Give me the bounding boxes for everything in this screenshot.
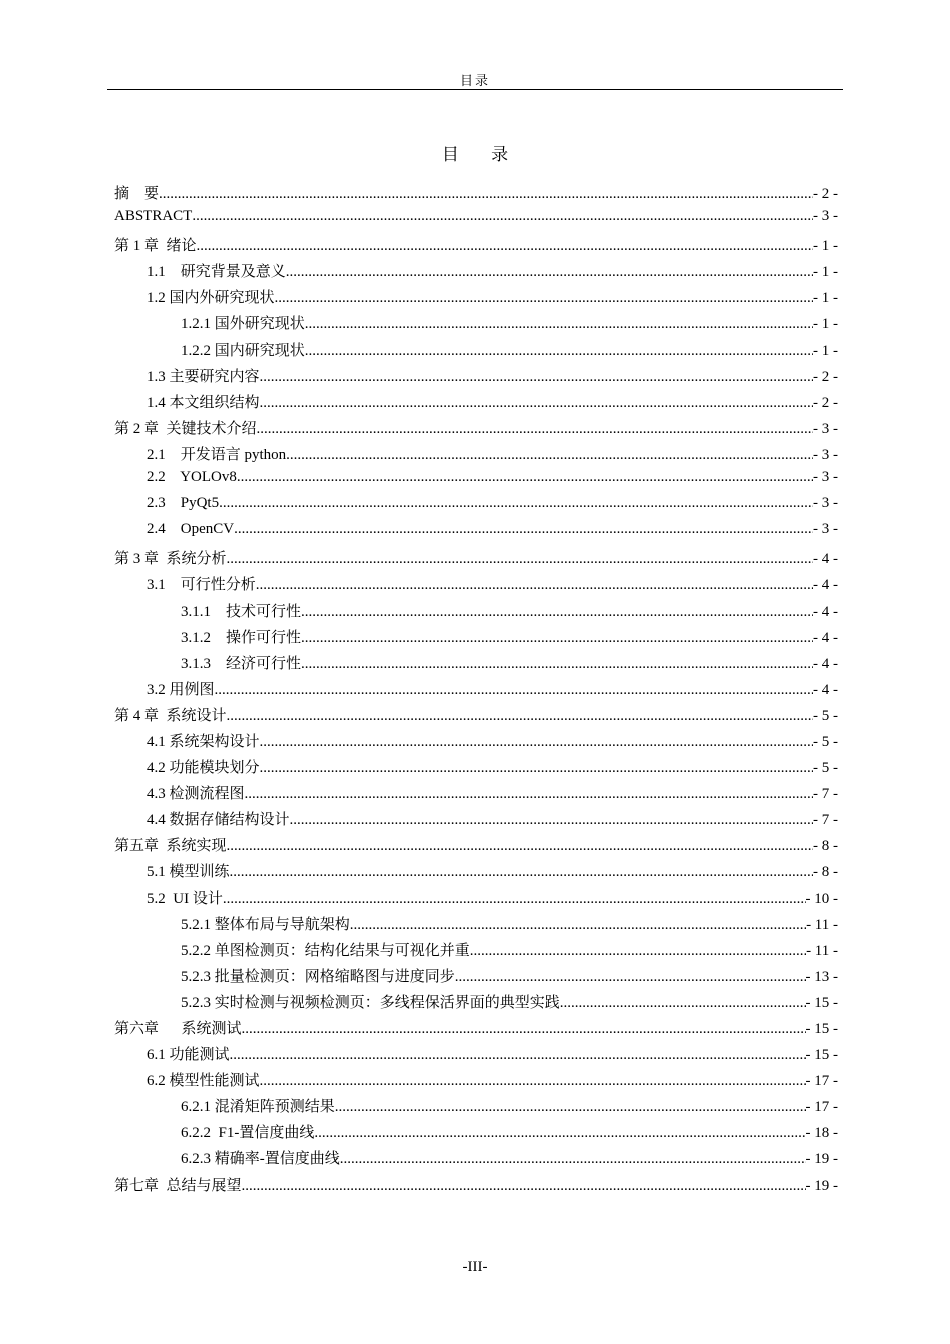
toc-entry[interactable] (114, 1147, 838, 1173)
toc-entry-label: 5.2 UI 设计 (147, 890, 223, 907)
toc-dot-leader (242, 1178, 806, 1195)
toc-dot-leader (260, 369, 813, 386)
toc-entry[interactable] (114, 1095, 838, 1121)
toc-dot-leader (340, 1151, 806, 1168)
toc-dot-leader (455, 969, 806, 986)
toc-entry[interactable] (114, 573, 838, 599)
toc-entry-label: 1.2 国内外研究现状 (147, 290, 275, 307)
toc-entry[interactable] (114, 913, 838, 939)
toc-entry-label: 5.2.3 批量检测页：网格缩略图与进度同步 (181, 968, 455, 985)
toc-dot-leader (301, 604, 813, 621)
toc-entry-page: - 3 - (813, 495, 838, 512)
toc-dot-leader (227, 551, 813, 568)
toc-entry-label: 4.2 功能模块划分 (147, 760, 260, 777)
toc-dot-leader (230, 864, 813, 881)
toc-entry-page: - 4 - (813, 655, 838, 672)
toc-dot-leader (560, 995, 806, 1012)
toc-entry-page: - 4 - (813, 629, 838, 646)
toc-entry-page: - 4 - (813, 551, 838, 568)
toc-entry-label: 4.4 数据存储结构设计 (147, 812, 290, 829)
toc-entry[interactable] (114, 1174, 838, 1200)
toc-dot-leader (245, 786, 813, 803)
page-number: -III- (462, 1259, 488, 1275)
toc-entry-page: - 18 - (805, 1125, 838, 1142)
toc-entry[interactable] (114, 417, 838, 443)
toc-entry-label: 第五章 系统实现 (114, 838, 227, 855)
toc-entry-label: 3.1.3 经济可行性 (181, 655, 302, 672)
toc-dot-leader (192, 208, 813, 225)
toc-entry[interactable] (114, 1017, 838, 1043)
toc-entry[interactable] (114, 469, 838, 495)
toc-entry-page: - 19 - (805, 1177, 838, 1194)
toc-entry-label: 第六章 系统测试 (114, 1021, 242, 1037)
toc-entry[interactable] (114, 312, 838, 338)
toc-dot-leader (335, 1099, 806, 1116)
toc-dot-leader (290, 812, 813, 829)
toc-dot-leader (275, 290, 813, 307)
toc-entry-label: 2.2 YOLOv8 (147, 469, 237, 486)
toc-entry[interactable] (114, 339, 838, 365)
toc-entry-label: 1.1 研究背景及意义 (147, 264, 286, 281)
toc-entry[interactable] (114, 208, 838, 234)
toc-entry-page: - 11 - (806, 916, 838, 933)
toc-entry-label: 摘 要 (114, 186, 160, 202)
toc-entry[interactable] (114, 991, 838, 1017)
toc-entry-label: 2.3 PyQt5 (147, 495, 220, 512)
toc-entry-label: 3.1.1 技术可行性 (181, 603, 302, 620)
toc-entry-label: 1.2.1 国外研究现状 (181, 316, 305, 333)
toc-dot-leader (227, 838, 813, 855)
toc-entry-page: - 15 - (805, 1047, 838, 1064)
toc-entry-label: 5.2.1 整体布局与导航架构 (181, 916, 350, 933)
toc-entry[interactable] (114, 730, 838, 756)
toc-title: 目 录 (441, 145, 523, 164)
toc-dot-leader (223, 891, 806, 908)
header-rule (107, 89, 843, 90)
toc-dot-leader (260, 1073, 806, 1090)
toc-dot-leader (215, 682, 813, 699)
toc-dot-leader (257, 421, 813, 438)
toc-entry-page: - 11 - (806, 942, 838, 959)
toc-entry-label: ABSTRACT (114, 208, 193, 225)
toc-entry[interactable] (114, 626, 838, 652)
toc-entry-page: - 1 - (813, 264, 838, 281)
toc-entry[interactable] (114, 182, 838, 208)
toc-entry-page: - 15 - (805, 994, 838, 1011)
toc-entry-label: 5.2.2 单图检测页：结构化结果与可视化并重 (181, 942, 470, 959)
toc-entry[interactable] (114, 260, 838, 286)
toc-entry-page: - 3 - (813, 420, 838, 437)
toc-dot-leader (197, 238, 813, 255)
toc-entry-label: 4.3 检测流程图 (147, 786, 245, 803)
toc-entry[interactable] (114, 1069, 838, 1095)
toc-entry-page: - 1 - (813, 238, 838, 255)
toc-entry-label: 第 2 章 关键技术介绍 (114, 420, 257, 437)
toc-entry-label: 1.3 主要研究内容 (147, 368, 260, 385)
toc-dot-leader (286, 447, 813, 464)
toc-entry[interactable] (114, 860, 838, 886)
toc-entry[interactable] (114, 887, 838, 913)
toc-dot-leader (260, 734, 813, 751)
toc-entry-label: 1.4 本文组织结构 (147, 394, 260, 411)
toc-entry-label: 5.2.3 实时检测与视频检测页：多线程保活界面的典型实践 (181, 994, 560, 1011)
toc-entry[interactable] (114, 443, 838, 469)
toc-entry-label: 6.1 功能测试 (147, 1047, 230, 1064)
running-header: 目录 (459, 73, 490, 88)
toc-entry[interactable] (114, 286, 838, 312)
toc-dot-leader (260, 395, 813, 412)
toc-entry-label: 第 3 章 系统分析 (114, 551, 227, 568)
toc-dot-leader (234, 521, 813, 538)
toc-dot-leader (159, 186, 813, 203)
toc-entry-label: 第 4 章 系统设计 (114, 707, 227, 724)
toc-entry[interactable] (114, 1121, 838, 1147)
toc-entry-page: - 4 - (813, 681, 838, 698)
toc-entry-page: - 7 - (813, 786, 838, 803)
toc-entry[interactable] (114, 365, 838, 391)
toc-entry[interactable] (114, 678, 838, 704)
toc-entry-label: 5.1 模型训练 (147, 864, 230, 881)
toc-entry-label: 6.2.2 F1-置信度曲线 (181, 1125, 315, 1142)
toc-dot-leader (237, 469, 813, 486)
toc-dot-leader (286, 264, 813, 281)
toc-entry[interactable] (114, 234, 838, 260)
toc-entry-page: - 1 - (813, 316, 838, 333)
toc-entry-label: 2.1 开发语言 python (147, 446, 287, 463)
toc-entry-page: - 3 - (813, 446, 838, 463)
toc-entry[interactable] (114, 652, 838, 678)
toc-dot-leader (242, 1021, 806, 1038)
toc-entry-page: - 5 - (813, 760, 838, 777)
toc-entry[interactable] (114, 495, 838, 521)
toc-entry-page: - 2 - (813, 394, 838, 411)
toc-entry[interactable] (114, 756, 838, 782)
toc-entry[interactable] (114, 521, 838, 547)
toc-entry-page: - 15 - (805, 1021, 838, 1037)
toc-dot-leader (260, 760, 813, 777)
toc-dot-leader (314, 1125, 805, 1142)
toc-entry-page: - 4 - (813, 603, 838, 620)
toc-entry[interactable] (114, 704, 838, 730)
toc-dot-leader (470, 943, 806, 960)
toc-entry[interactable] (114, 1043, 838, 1069)
toc-dot-leader (350, 917, 806, 934)
toc-entry[interactable] (114, 965, 838, 991)
toc-entry[interactable] (114, 834, 838, 860)
toc-entry-label: 3.2 用例图 (147, 681, 215, 698)
toc-entry-page: - 5 - (813, 733, 838, 750)
toc-entry-label: 4.1 系统架构设计 (147, 733, 260, 750)
toc-entry-label: 6.2 模型性能测试 (147, 1073, 260, 1090)
toc-entry[interactable] (114, 547, 838, 573)
toc-entry-page: - 10 - (805, 890, 838, 907)
table-of-contents (114, 182, 838, 1200)
toc-entry-label: 2.4 OpenCV (147, 521, 235, 538)
toc-entry-page: - 17 - (805, 1099, 838, 1116)
toc-dot-leader (219, 495, 813, 512)
toc-entry-label: 6.2.1 混淆矩阵预测结果 (181, 1099, 335, 1116)
toc-entry-page: - 1 - (813, 290, 838, 307)
toc-entry-page: - 2 - (813, 186, 838, 202)
toc-entry-page: - 4 - (813, 577, 838, 594)
toc-entry[interactable] (114, 391, 838, 417)
toc-entry-page: - 3 - (813, 208, 838, 225)
toc-dot-leader (301, 656, 813, 673)
toc-dot-leader (301, 630, 813, 647)
toc-entry-label: 第七章 总结与展望 (114, 1177, 242, 1194)
toc-entry-label: 3.1.2 操作可行性 (181, 629, 302, 646)
toc-entry-page: - 17 - (805, 1073, 838, 1090)
toc-entry-label: 1.2.2 国内研究现状 (181, 342, 305, 359)
toc-entry-page: - 5 - (813, 707, 838, 724)
toc-entry[interactable] (114, 782, 838, 808)
toc-entry-label: 第 1 章 绪论 (114, 238, 197, 255)
toc-entry[interactable] (114, 600, 838, 626)
toc-dot-leader (227, 708, 813, 725)
toc-dot-leader (256, 577, 813, 594)
toc-entry-page: - 7 - (813, 812, 838, 829)
toc-entry-page: - 2 - (813, 368, 838, 385)
toc-entry-page: - 19 - (805, 1151, 838, 1168)
toc-entry-page: - 13 - (805, 968, 838, 985)
toc-entry-label: 6.2.3 精确率-置信度曲线 (181, 1151, 340, 1168)
toc-entry-page: - 1 - (813, 342, 838, 359)
toc-dot-leader (305, 316, 813, 333)
toc-dot-leader (230, 1047, 806, 1064)
toc-entry[interactable] (114, 808, 838, 834)
toc-entry-page: - 8 - (813, 838, 838, 855)
toc-entry-page: - 8 - (813, 864, 838, 881)
toc-entry-page: - 3 - (813, 469, 838, 486)
toc-entry[interactable] (114, 939, 838, 965)
toc-dot-leader (305, 343, 813, 360)
toc-entry-page: - 3 - (813, 521, 838, 538)
toc-entry-label: 3.1 可行性分析 (147, 577, 256, 594)
